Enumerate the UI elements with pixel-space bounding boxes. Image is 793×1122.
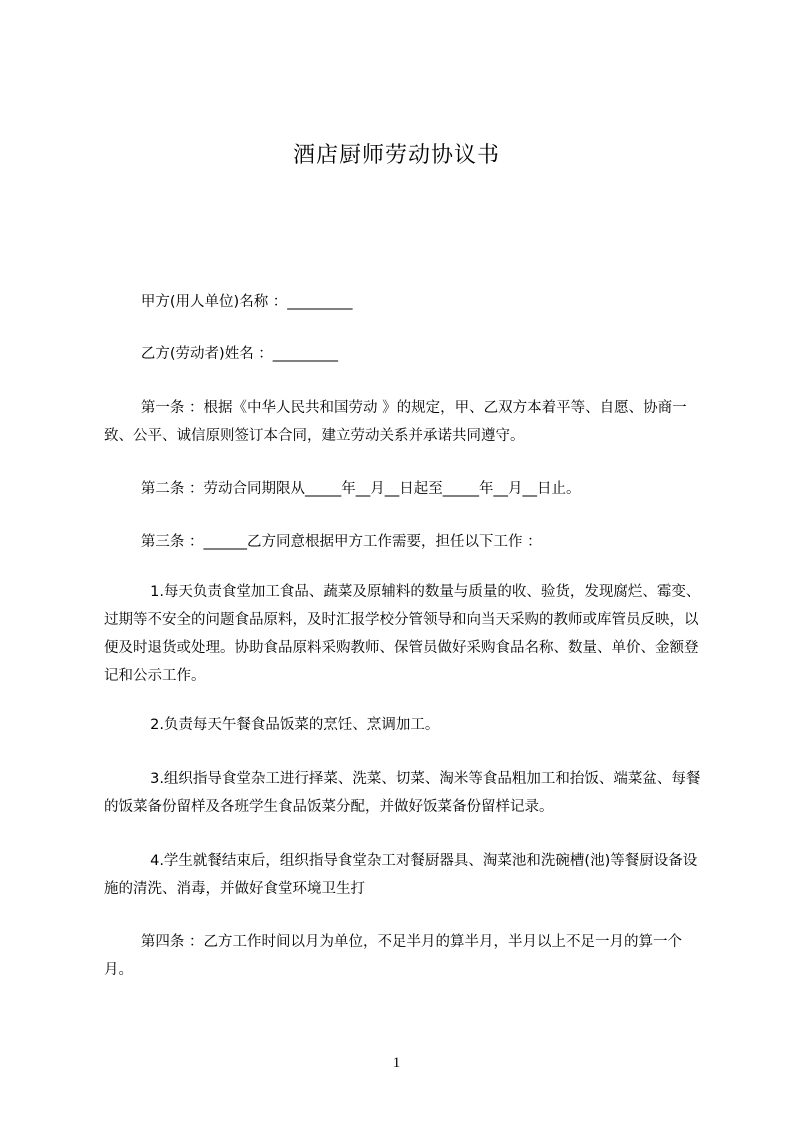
article-3: 第三条 ：______乙方同意根据甲方工作需要，担任以下工作 ：	[104, 534, 542, 550]
duty-item-3: 3.组织指导食堂杂工进行择菜、洗菜、切菜、淘米等食品粗加工和抬饭、端菜盆、每餐的饭菜备份留样及各班学生食品饭菜分配，并做好饭菜备份留样记录。	[104, 771, 701, 815]
article-2: 第二条 ：劳动合同期限从_____年__月__日起至_____年__月__日止。	[104, 481, 581, 497]
duty-item-4: 4.学生就餐结束后，组织指导食堂杂工对餐厨器具、淘菜池和洗碗槽(池)等餐厨设备设施的清洗、消毒，并做好食堂环境卫生打	[104, 853, 698, 897]
duty-item-2: 2.负责每天午餐食品饭菜的烹饪、烹调加工。	[104, 717, 440, 733]
page-number: 1	[392, 1055, 401, 1071]
duty-item-1: 1.每天负责食堂加工食品、蔬菜及原辅料的数量与质量的收、验货，发现腐烂、霉变、过期等不安全的问题食品原料，及时汇报学校分管领导和向当天采购的教师或库管员反映，以便及时退货或处理。协助食品原料采购教师、保管员做好采购食品名称、数量、单价、金额登记和公示工作。	[104, 584, 701, 684]
article-1: 第一条 ：根据《中华人民共和国劳动 》的规定，甲、乙双方本着平等、自愿、协商一致、公平、诚信原则签订本合同，建立劳动关系并承诺共同遵守。	[104, 400, 687, 444]
party-b-name-line: 乙方(劳动者)姓名 ：_________	[104, 346, 339, 362]
document-title: 酒店厨师劳动协议书	[292, 143, 500, 168]
party-a-name-line: 甲方(用人单位)名称 ：_________	[104, 294, 353, 310]
article-4: 第四条 ：乙方工作时间以月为单位，不足半月的算半月，半月以上不足一月的算一个月。	[104, 934, 682, 978]
